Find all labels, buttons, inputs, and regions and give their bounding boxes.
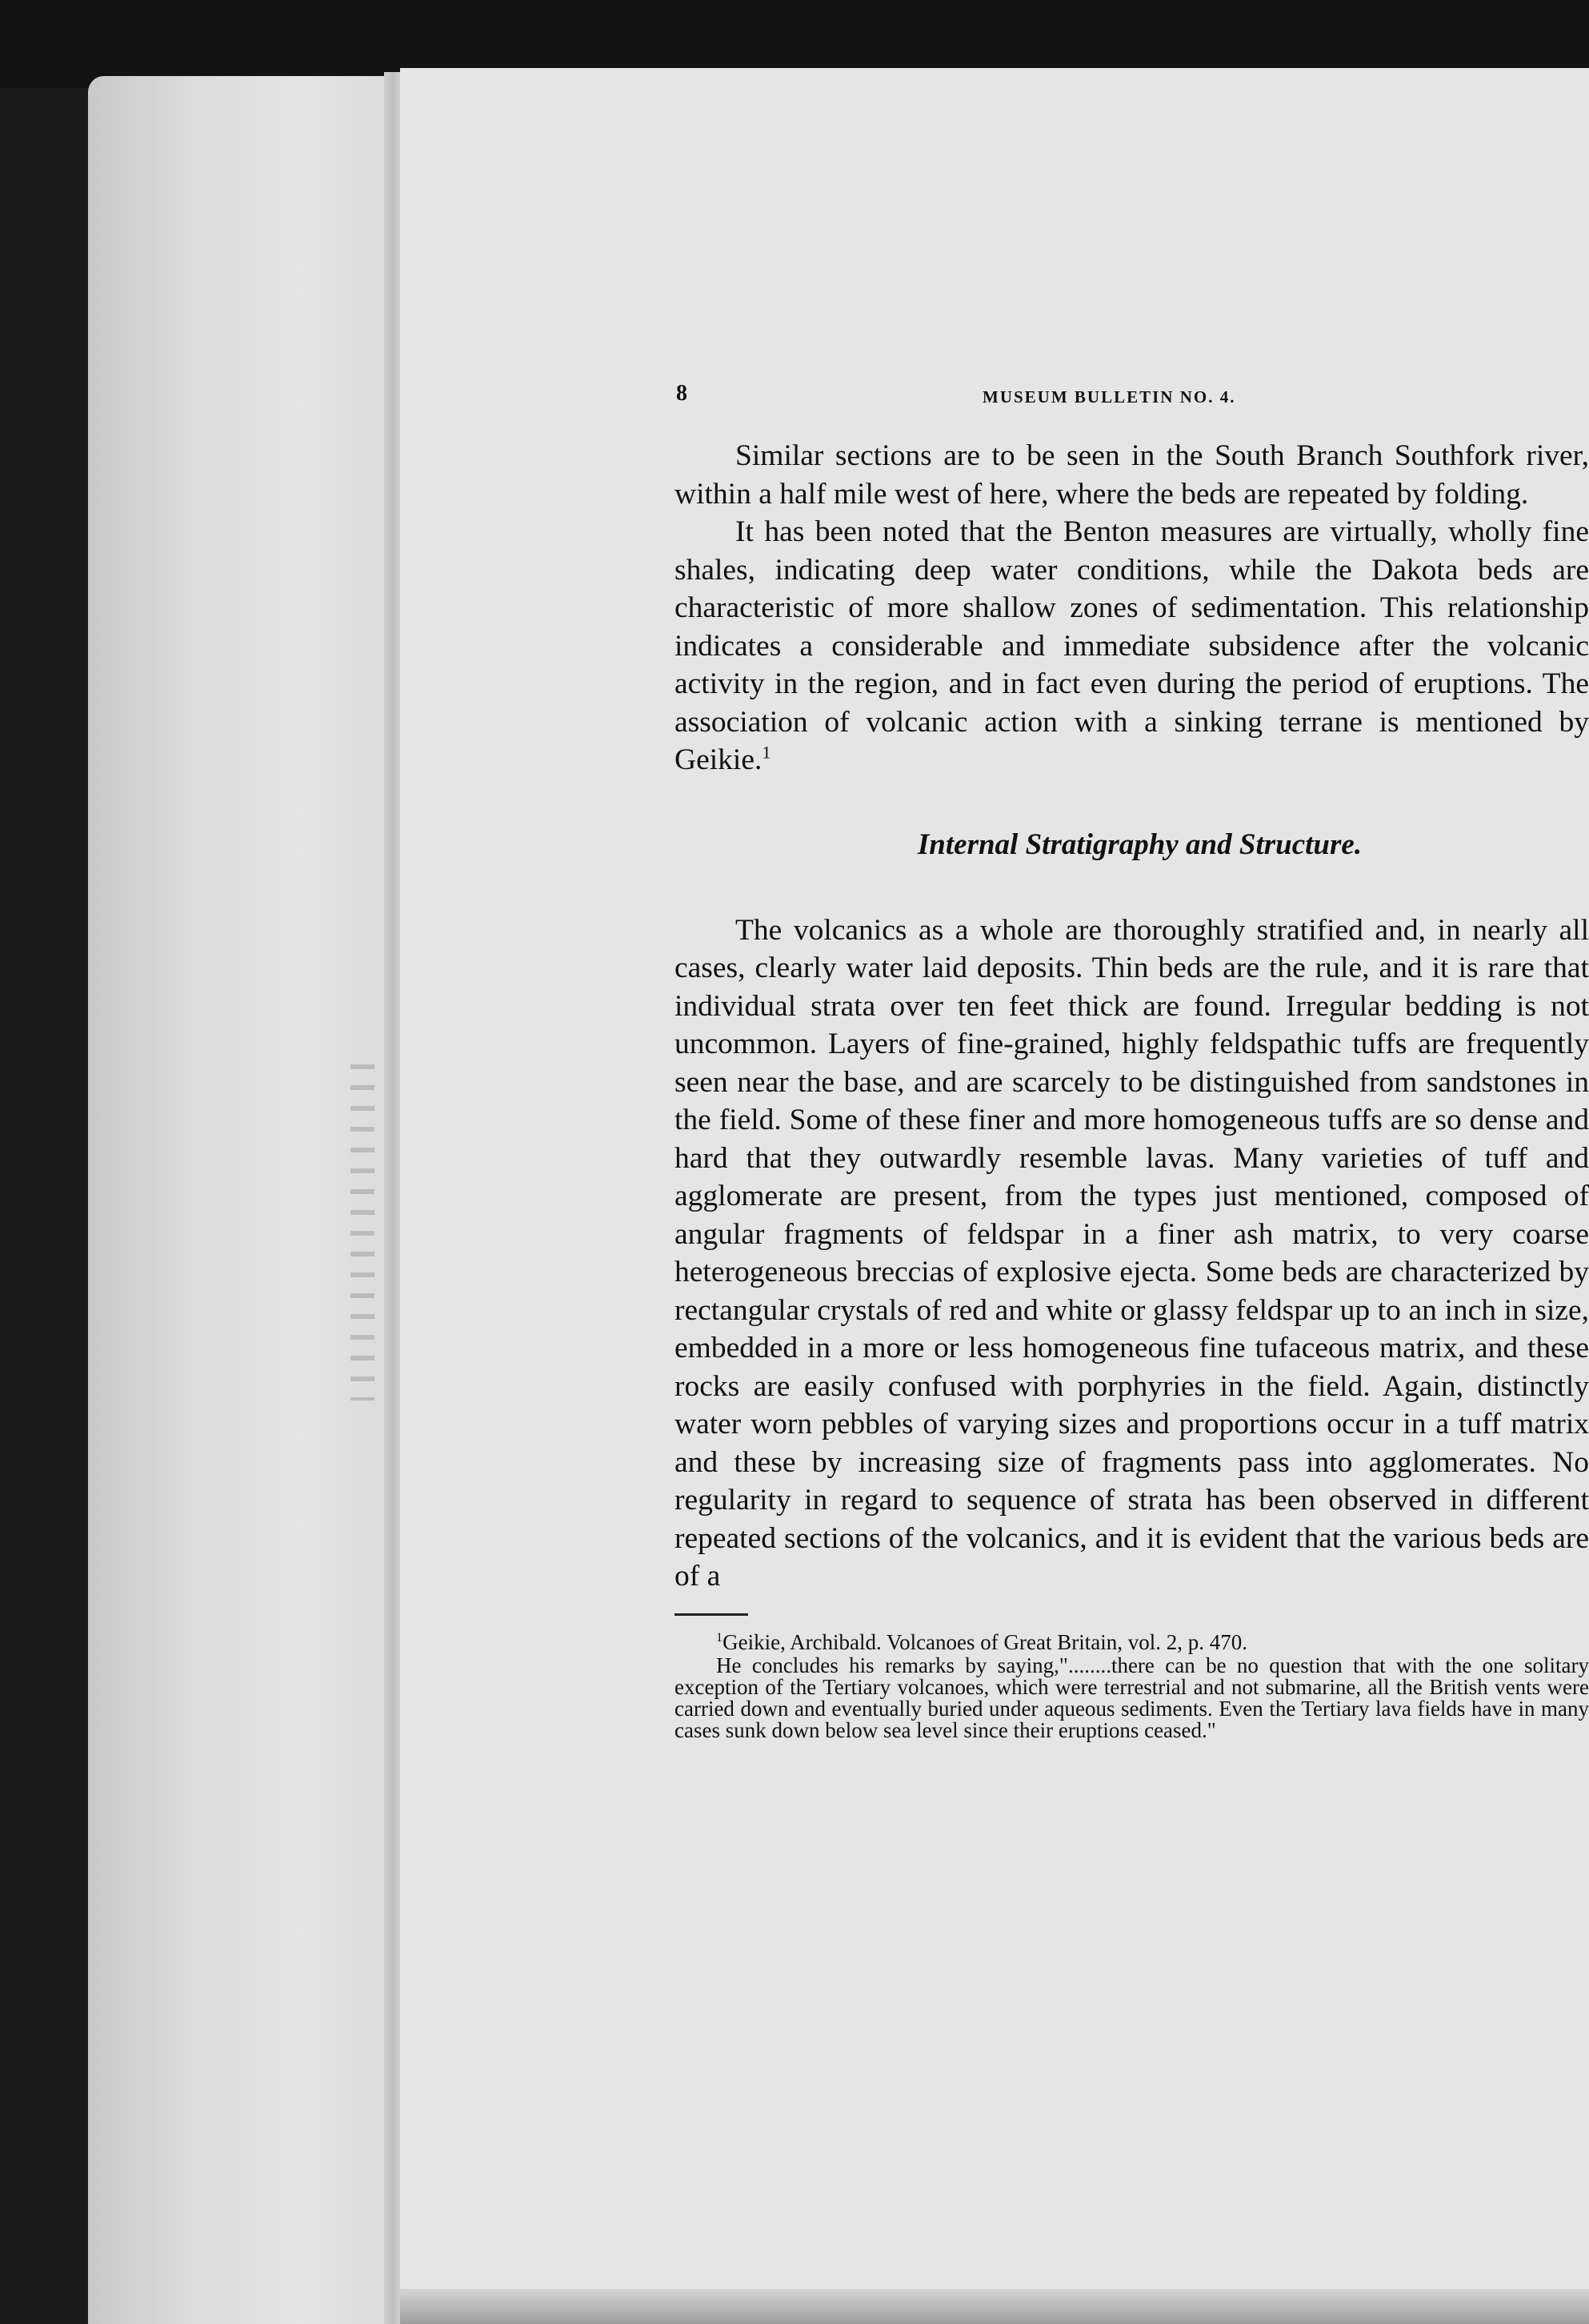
page-text-block [674,376,1589,1741]
running-header [674,376,1589,416]
footnote-marker: 1 [716,1629,723,1645]
footnote-divider [674,1613,748,1616]
paragraph [674,437,1589,513]
footnote-citation-text: Geikie, Archibald. Volcanoes of Great Britain, vol. 2, p. 470. [722,1629,1247,1654]
show-through-marks [350,1064,374,1400]
page-number: 8 [676,381,687,406]
running-title: MUSEUM BULLETIN NO. 4. [983,387,1236,407]
paragraph-text: Similar sections are to be seen in the South Branch Southfork river, within a half mile west of here, where the beds are repeated by folding. [674,439,1589,511]
paragraph-text: The volcanics as a whole are thoroughly stratified and, in nearly all cases, clearly water laid deposits. Thin beds are the rule, and it is rare that individual strata over ten feet thick are found. Irregular bedding is not uncommon. Layers of fine-grained, highly feldspathic tuffs are frequently seen near the base, and are scarcely to be distinguished from sandstones in the field. Some of these finer and more homogeneous tuffs are so dense and hard that they outwardly resemble lavas. Many varieties of tuff and agglomerate are present, from the types just mentioned, composed of angular fragments of feldspar in a finer ash matrix, to very coarse heterogeneous breccias of explosive ejecta. Some beds are characterized by rectangular crystals of red and white or glassy feldspar up to an inch in size, embedded in a more or less homogeneous fine tufaceous matrix, and these rocks are easily confused with porphyries in the field. Again, distinctly water worn pebbles of varying sizes and proportions occur in a tuff matrix and these by increasing size of fragments pass into agglomerates. No regularity in regard to sequence of strata has been observed in different repeated sections of the volcanics, and it is evident that the various beds are of a [674,913,1589,1593]
paragraph [674,912,1589,1596]
paragraph [674,513,1589,779]
footnote-citation [674,1629,1589,1654]
page-bottom-shadow [400,2289,1589,2324]
section-heading: Internal Stratigraphy and Structure. [917,827,1363,861]
footnote-quote-text: He concludes his remarks by saying,"........there can be no question that with the one solitary exception of the Tertiary volcanoes, which were terrestrial and not submarine, all the British vents were carried down and eventually buried under aqueous sediments. Even the Tertiary lava fields have in many cases sunk down below sea level since their eruptions ceased." [674,1653,1589,1742]
book-gutter [384,72,402,2324]
footnote-reference: 1 [762,742,771,763]
footnote-quote [674,1655,1589,1741]
paragraph-text: It has been noted that the Benton measures are virtually, wholly fine shales, indicating deep water conditions, while the Dakota beds are characteristic of more shallow zones of sedimentation. This relationship indicates a considerable and immediate subsidence after the volcanic activity in the region, and in fact even during the period of eruptions. The association of volcanic action with a sinking terrane is mentioned by Geikie. [674,515,1589,776]
